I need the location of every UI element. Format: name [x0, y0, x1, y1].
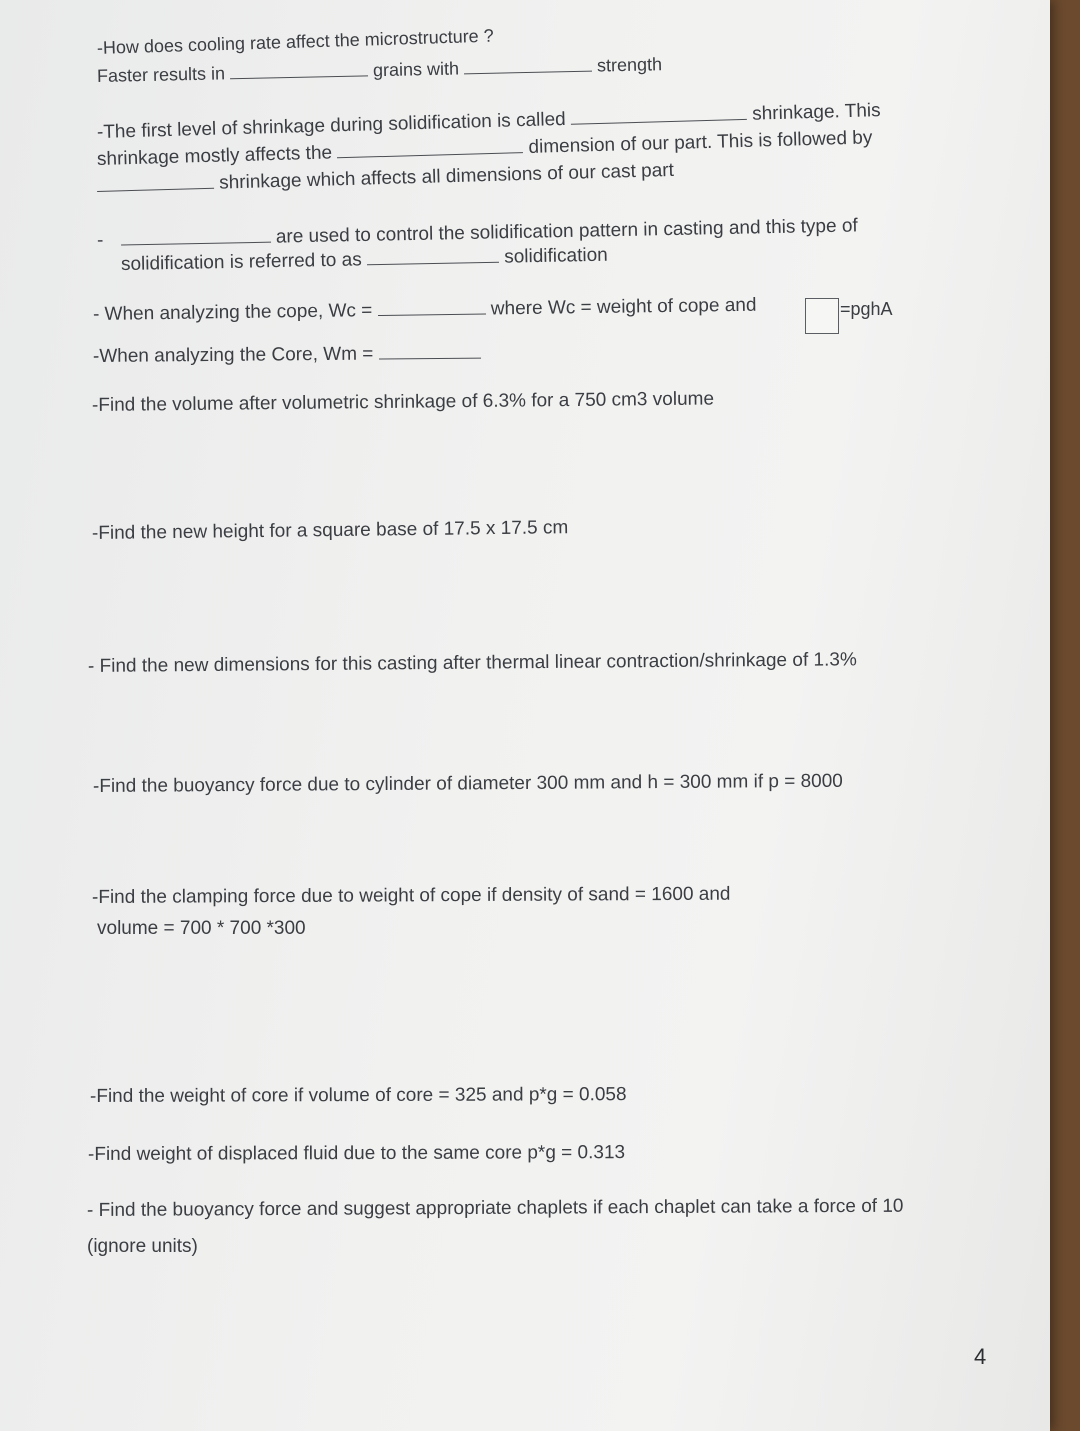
q11-text: -Find the weight of core if volume of core = 325 and p*g = 0.058 [89, 1084, 627, 1107]
q4-start: - When analyzing the cope, Wc = [92, 300, 373, 325]
q13-line1: - Find the buoyancy force and suggest appropriate chaplets if each chaplet can take a force of 10 [86, 1195, 904, 1221]
q3-line2-end: solidification [504, 244, 608, 268]
q10-line1: -Find the clamping force due to weight of cope if density of sand = 1600 and [91, 883, 731, 908]
q1-answer-line [97, 54, 663, 87]
q4-answer-box[interactable] [805, 298, 839, 334]
q5-blank[interactable] [379, 358, 481, 360]
q3-dash: - [96, 229, 104, 251]
q1-question: -How does cooling rate affect the microstructure ? [96, 25, 494, 58]
q1-blank-1[interactable] [230, 75, 368, 79]
q4-formula: =pghA [840, 299, 893, 319]
q3-blank-1[interactable] [121, 242, 271, 246]
q4-where: where Wc = weight of cope and [490, 294, 757, 320]
q3-line2-text: solidification is referred to as [120, 249, 362, 275]
q1-faster-label: Faster results in [96, 63, 226, 86]
q5-start: -When analyzing the Core, Wm = [92, 343, 374, 367]
q1-blank-2[interactable] [464, 71, 592, 75]
q2-blank-1[interactable] [571, 119, 747, 125]
q4-blank[interactable] [378, 314, 486, 317]
page-number: 4 [974, 1344, 987, 1369]
q2-line2-text: shrinkage mostly affects the [96, 142, 333, 170]
q2-line1-end: shrinkage. This [751, 100, 881, 125]
q2-line1-text: -The first level of shrinkage during solidification is called [96, 108, 566, 143]
q3-line1-text: are used to control the solidification pattern in casting and this type of [275, 215, 858, 248]
q2-line3-text: shrinkage which affects all dimensions of our cast part [218, 159, 675, 194]
q2-blank-2[interactable] [337, 152, 523, 158]
q5-line [93, 343, 481, 369]
q12-text: -Find weight of displaced fluid due to the same core p*g = 0.313 [87, 1142, 626, 1165]
q6-text: -Find the volume after volumetric shrinkage of 6.3% for a 750 cm3 volume [91, 388, 715, 416]
q9-text: -Find the buoyancy force due to cylinder of diameter 300 mm and h = 300 mm if p = 8000 [92, 770, 843, 797]
q2-blank-3[interactable] [97, 188, 214, 192]
q7-text: -Find the new height for a square base of 17.5 x 17.5 cm [91, 517, 569, 544]
q2-line2-end: dimension of our part. This is followed by [528, 127, 873, 158]
q10-line2: volume = 700 * 700 *300 [97, 918, 306, 939]
q8-text: - Find the new dimensions for this casting after thermal linear contraction/shrinkage of 1.3% [87, 649, 857, 677]
q3-blank-2[interactable] [367, 262, 499, 266]
q1-strength-label: strength [596, 54, 663, 76]
q1-grains-label: grains with [372, 58, 460, 81]
q4-line [93, 295, 757, 327]
q13-line2: (ignore units) [87, 1236, 198, 1257]
